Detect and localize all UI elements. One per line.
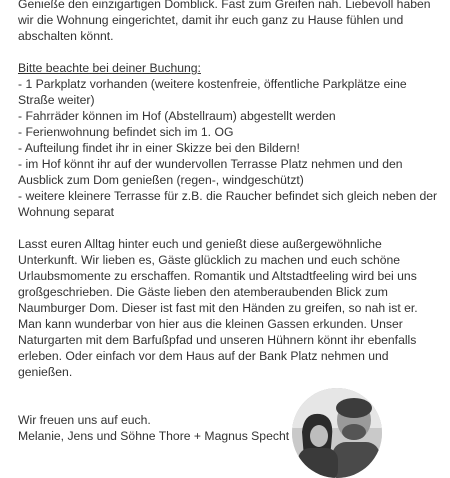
host-photo: [292, 388, 382, 478]
intro-paragraph: [18, 0, 438, 44]
text-line: Genieße den einzigartigen Domblick. Fast zum Greifen nah. Liebevoll haben: [18, 0, 431, 11]
text-line: Urlaubsmomente zu erschaffen. Romantik und Altstadtfeeling wird bei uns: [18, 269, 417, 283]
text-line: Man kann wunderbar von hier aus die kleinen Gassen erkunden. Unser: [18, 317, 403, 331]
signature-line: Melanie, Jens und Söhne Thore + Magnus Specht: [18, 429, 290, 443]
text-line: - Fahrräder können im Hof (Abstellraum) abgestellt werden: [18, 109, 336, 123]
text-line: genießen.: [18, 365, 73, 379]
text-line: Naturgarten mit dem Barfußpfad und unseren Hühnern könnt ihr ebenfalls: [18, 333, 417, 347]
description-paragraph: [18, 236, 438, 380]
text-line: - Ferienwohnung befindet sich im 1. OG: [18, 125, 234, 139]
booking-notes: [18, 60, 438, 220]
text-line: abschalten könnt.: [18, 29, 114, 43]
booking-notes-heading: Bitte beachte bei deiner Buchung:: [18, 61, 201, 75]
text-line: wir die Wohnung eingerichtet, damit ihr euch ganz zu Hause fühlen und: [18, 13, 404, 27]
text-line: Wohnung separat: [18, 205, 114, 219]
text-line: Unterkunft. Wir lieben es, Gäste glücklich zu machen und euch schöne: [18, 253, 401, 267]
listing-description: [18, 0, 438, 444]
text-line: - weitere kleinere Terrasse für z.B. die Raucher befindet sich gleich neben der: [18, 189, 438, 203]
text-line: - 1 Parkplatz vorhanden (weitere kostenfreie, öffentliche Parkplätze eine: [18, 77, 407, 91]
text-line: erleben. Oder einfach vor dem Haus auf der Bank Platz nehmen und: [18, 349, 389, 363]
text-line: Lasst euren Alltag hinter euch und genießt diese außergewöhnliche: [18, 237, 382, 251]
text-line: Straße weiter): [18, 93, 95, 107]
text-line: - Aufteilung findet ihr in einer Skizze bei den Bildern!: [18, 141, 300, 155]
text-line: - im Hof könnt ihr auf der wundervollen Terrasse Platz nehmen und den: [18, 157, 403, 171]
text-line: großgeschrieben. Die Gäste lieben den atemberaubenden Blick zum: [18, 285, 388, 299]
text-line: Naumburger Dom. Dieser ist fast mit den Händen zu greifen, so nah ist er.: [18, 301, 418, 315]
text-line: Ausblick zum Dom genießen (regen-, windgeschützt): [18, 173, 304, 187]
greeting-line: Wir freuen uns auf euch.: [18, 413, 151, 427]
host-avatar: [292, 388, 382, 478]
